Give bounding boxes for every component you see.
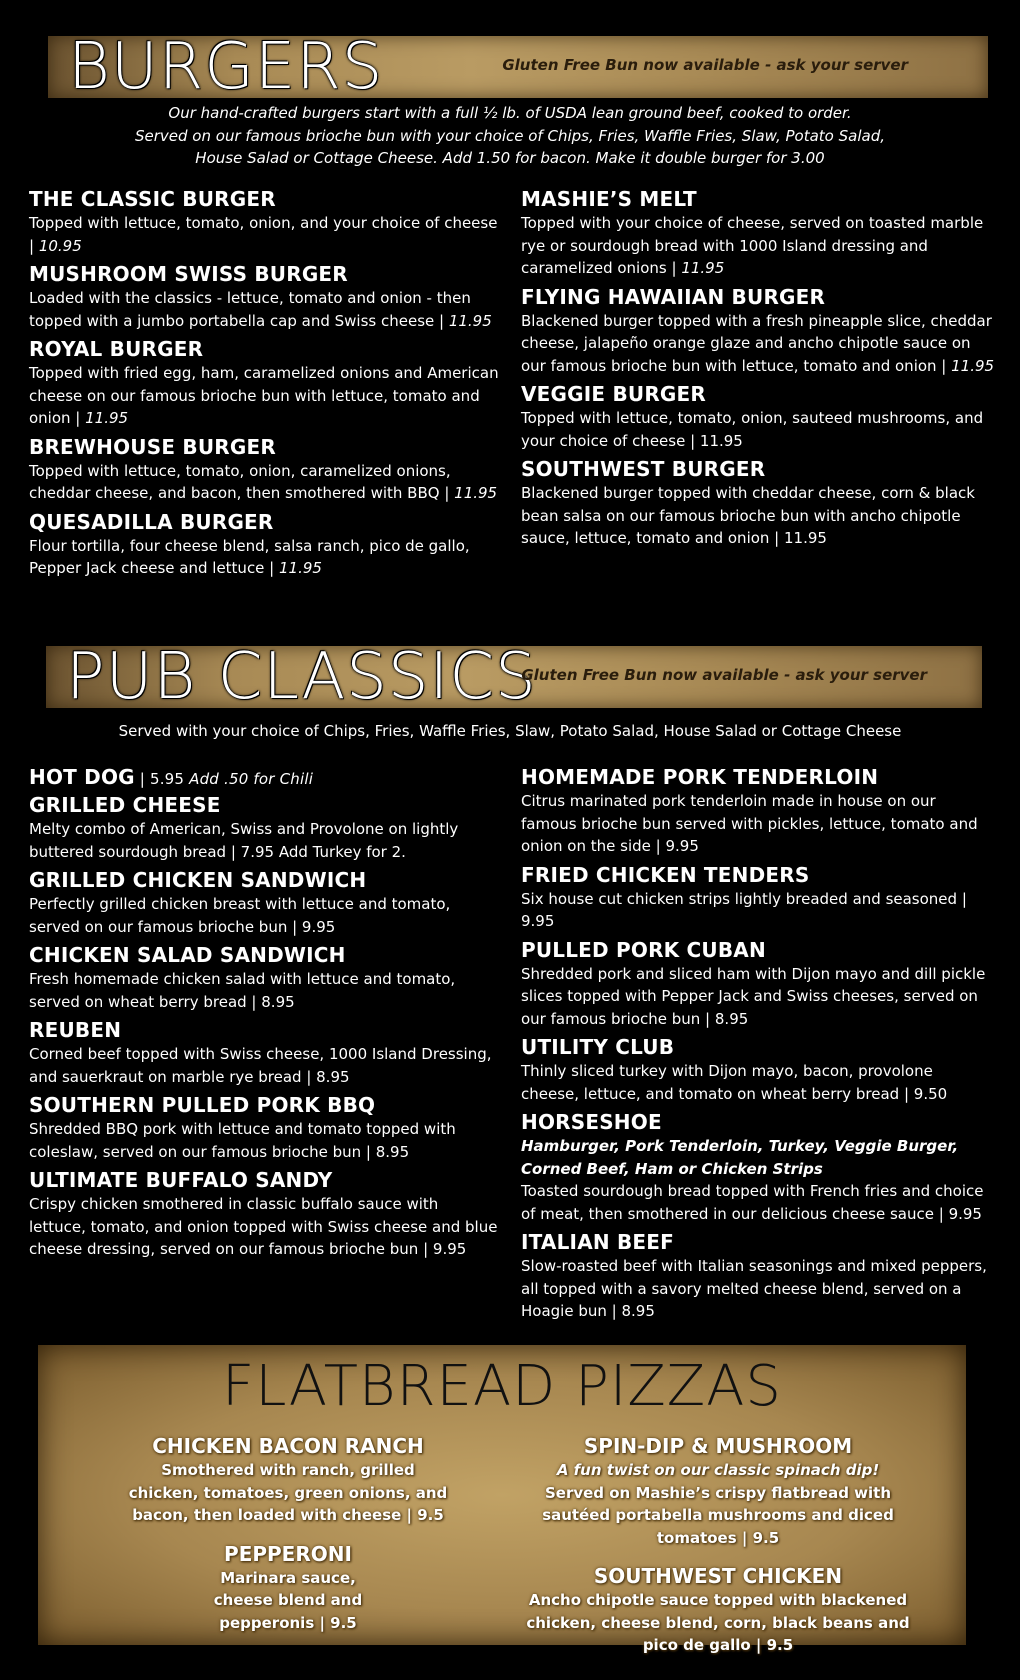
item-name: FLYING HAWAIIAN BURGER (521, 284, 826, 309)
item-description: Topped with lettuce, tomato, onion, caramelized onions, cheddar cheese, and bacon, then smothered with BBQ | 11.95 (29, 461, 498, 502)
menu-item (29, 764, 499, 792)
menu-item (29, 434, 499, 505)
item-description: Thinly sliced turkey with Dijon mayo, bacon, provolone cheese, lettuce, and tomato on wheat berry bread | 9.50 (521, 1062, 948, 1103)
flatbread-title: FLATBREAD PIZZAS (222, 1354, 782, 1419)
item-description: Shredded pork and sliced ham with Dijon mayo and dill pickle slices topped with Pepper Jack and Swiss cheeses, served on our famous brioche bun | 8.95 (521, 964, 986, 1028)
menu-item (78, 1433, 498, 1527)
menu-item (29, 1017, 499, 1088)
item-description: Slow-roasted beef with Italian seasonings and mixed peppers, all topped with a savory melted cheese blend, served on a Hoagie bun | 8.95 (521, 1257, 987, 1320)
menu-item (521, 381, 996, 452)
item-name: QUESADILLA BURGER (29, 509, 274, 534)
menu-item (29, 261, 499, 332)
pub-left-column (29, 764, 499, 1265)
item-addon: Add .50 for Chili (184, 770, 314, 788)
pub-gluten-note: Gluten Free Bun now available - ask your server (521, 666, 927, 684)
item-name: GRILLED CHEESE (29, 793, 221, 817)
item-price: 11.95 (85, 409, 129, 427)
menu-item (521, 186, 996, 280)
item-name: ITALIAN BEEF (521, 1230, 675, 1254)
menu-item (521, 937, 991, 1031)
item-name: SOUTHWEST CHICKEN (593, 1564, 843, 1588)
burgers-banner (48, 30, 988, 104)
menu-item (508, 1433, 928, 1549)
menu-item (29, 1167, 499, 1261)
flatbread-right-column (508, 1433, 928, 1671)
item-description: Perfectly grilled chicken breast with lettuce and tomato, served on our famous brioche bun | 9.95 (29, 895, 451, 936)
flatbread-panel (38, 1345, 966, 1654)
item-description: Topped with lettuce, tomato, onion, and your choice of cheese | 10.95 (29, 214, 498, 255)
item-description: Loaded with the classics - lettuce, tomato and onion - then topped with a jumbo portabella cap and Swiss cheese | 11.95 (29, 289, 492, 330)
item-description: Topped with fried egg, ham, caramelized onions and American cheese on our famous brioche bun with lettuce, tomato and onion | 11.95 (29, 364, 499, 427)
pub-intro: Served with your choice of Chips, Fries, Waffle Fries, Slaw, Potato Salad, House Salad or Cottage Cheese (118, 722, 902, 740)
burgers-title: BURGERS (68, 30, 384, 104)
pub-right-column (521, 764, 991, 1327)
menu-item (29, 1092, 499, 1163)
item-price: 11.95 (454, 484, 498, 502)
menu-item (29, 509, 499, 580)
pub-classics-title: PUB CLASSICS (66, 640, 537, 714)
item-description: Topped with lettuce, tomato, onion, sauteed mushrooms, and your choice of cheese | 11.95 (521, 409, 984, 450)
menu-item (521, 456, 996, 550)
item-description: Citrus marinated pork tenderloin made in house on our famous brioche bun served with pickles, lettuce, tomato and onion on the side | 9.95 (521, 792, 978, 855)
menu-item (29, 942, 499, 1013)
item-name: CHICKEN BACON RANCH (152, 1434, 424, 1458)
menu-item (521, 284, 996, 378)
item-name: CHICKEN SALAD SANDWICH (29, 943, 346, 967)
burgers-intro (0, 102, 1020, 170)
burgers-left-column (29, 186, 499, 584)
item-description: Corned beef topped with Swiss cheese, 1000 Island Dressing, and sauerkraut on marble rye bread | 8.95 (29, 1045, 492, 1086)
menu-item (29, 792, 499, 863)
pub-classics-banner (46, 640, 982, 714)
item-name: SPIN-DIP & MUSHROOM (583, 1434, 853, 1458)
item-price: 11.95 (279, 559, 322, 577)
item-name: THE CLASSIC BURGER (29, 187, 276, 211)
item-description: Marinara sauce, cheese blend and pepperonis | 9.5 (213, 1568, 363, 1632)
menu-item (29, 867, 499, 938)
item-name: MUSHROOM SWISS BURGER (29, 262, 348, 286)
item-description: Flour tortilla, four cheese blend, salsa ranch, pico de gallo, Pepper Jack cheese and lettuce | 11.95 (29, 536, 470, 577)
menu-item (78, 1541, 498, 1635)
item-name: VEGGIE BURGER (521, 382, 707, 406)
item-price: 11.95 (951, 356, 995, 375)
item-description: Toasted sourdough bread topped with French fries and choice of meat, then smothered in our delicious cheese sauce | 9.95 (521, 1182, 984, 1223)
menu-item (29, 186, 499, 257)
item-name: ROYAL BURGER (29, 337, 204, 361)
item-name: GRILLED CHICKEN SANDWICH (29, 868, 367, 892)
menu-item (521, 1229, 991, 1323)
item-description: Ancho chipotle sauce topped with blackened chicken, cheese blend, corn, black beans and pico de gallo | 9.5 (526, 1591, 910, 1654)
burgers-intro-line: House Salad or Cottage Cheese. Add 1.50 for bacon. Make it double burger for 3.00 (195, 149, 825, 167)
item-options: Hamburger, Pork Tenderloin, Turkey, Veggie Burger, Corned Beef, Ham or Chicken Strips (521, 1137, 959, 1178)
item-name: FRIED CHICKEN TENDERS (521, 862, 810, 887)
burgers-intro-line: Our hand-crafted burgers start with a full ½ lb. of USDA lean ground beef, cooked to order. (168, 104, 852, 122)
item-name: HORSESHOE (521, 1110, 662, 1134)
item-price: | 5.95 (134, 770, 185, 788)
item-name: BREWHOUSE BURGER (29, 434, 276, 459)
item-name: ULTIMATE BUFFALO SANDY (29, 1168, 333, 1192)
item-name: PEPPERONI (224, 1541, 352, 1566)
item-description: Smothered with ranch, grilled chicken, tomatoes, green onions, and bacon, then loaded with cheese | 9.5 (128, 1461, 448, 1524)
burgers-right-column (521, 186, 996, 554)
item-name: UTILITY CLUB (521, 1035, 675, 1059)
flatbread-left-column (78, 1433, 498, 1648)
item-description: Topped with your choice of cheese, served on toasted marble rye or sourdough bread with 1000 Island dressing and caramelized onions | 11.95 (521, 214, 984, 277)
menu-item (29, 336, 499, 430)
item-description: Fresh homemade chicken salad with lettuce and tomato, served on wheat berry bread | 8.95 (29, 970, 456, 1011)
item-description: Blackened burger topped with a fresh pineapple slice, cheddar cheese, jalapeño orange glaze and ancho chipotle sauce on our famous brioche bun with lettuce, tomato and onion | 11.95 (521, 311, 995, 375)
item-price: 11.95 (448, 311, 492, 330)
item-name: SOUTHWEST BURGER (521, 457, 766, 481)
menu-item (521, 764, 991, 858)
item-name: HOT DOG | 5.95 Add .50 for Chili (29, 765, 314, 789)
item-name: PULLED PORK CUBAN (521, 937, 766, 962)
item-name: REUBEN (29, 1018, 122, 1042)
menu-item (521, 1109, 991, 1225)
item-description: Melty combo of American, Swiss and Provolone on lightly buttered sourdough bread | 7.95 Add Turkey for 2. (29, 820, 459, 861)
item-description: Crispy chicken smothered in classic buffalo sauce with lettuce, tomato, and onion topped with Swiss cheese and blue cheese dressing, served on our famous brioche bun | 9.95 (29, 1195, 498, 1258)
item-description: A fun twist on our classic spinach dip! Served on Mashie’s crispy flatbread with sautéed portabella mushrooms and diced tomatoes | 9.5 (542, 1461, 894, 1547)
item-name: MASHIE’S MELT (521, 187, 697, 211)
item-name: SOUTHERN PULLED PORK BBQ (29, 1093, 376, 1117)
burgers-intro-line: Served on our famous brioche bun with your choice of Chips, Fries, Waffle Fries, Slaw, Potato Salad, (135, 126, 885, 145)
menu-item (508, 1563, 928, 1657)
item-description: Shredded BBQ pork with lettuce and tomato topped with coleslaw, served on our famous brioche bun | 8.95 (29, 1120, 456, 1161)
item-description: Blackened burger topped with cheddar cheese, corn & black bean salsa on our famous brioche bun with ancho chipotle sauce, lettuce, tomato and onion | 11.95 (521, 484, 975, 547)
menu-item (521, 1034, 991, 1105)
item-description: Six house cut chicken strips lightly breaded and seasoned | 9.95 (521, 889, 967, 930)
item-name: HOMEMADE PORK TENDERLOIN (521, 765, 879, 789)
item-price: 11.95 (681, 259, 725, 277)
burgers-gluten-note: Gluten Free Bun now available - ask your server (502, 56, 908, 74)
item-price: 10.95 (38, 236, 82, 255)
menu-item (521, 862, 991, 933)
